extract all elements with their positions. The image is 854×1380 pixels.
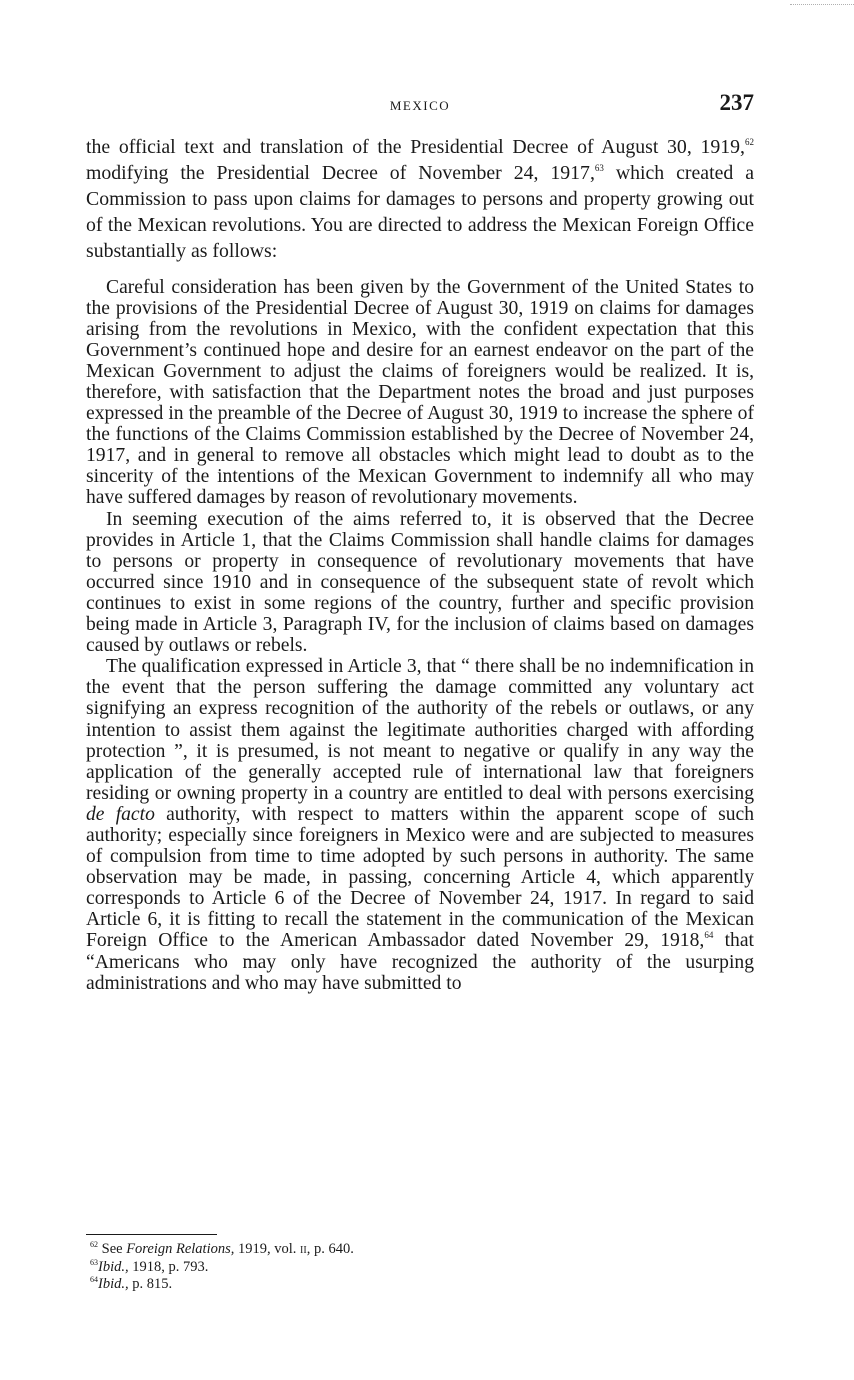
footnote-title: Ibid., <box>98 1258 129 1275</box>
footnote-63 <box>86 1259 754 1277</box>
intro-paragraph <box>86 135 754 265</box>
footnote-64 <box>86 1276 754 1294</box>
footnote-volume: ii <box>300 1241 307 1257</box>
footnotes <box>86 1241 754 1294</box>
footnote-number: 63 <box>90 1257 98 1267</box>
footnote-title: Ibid., <box>98 1276 129 1292</box>
footnote-number: 64 <box>90 1275 98 1284</box>
quoted-paragraph-1: Careful consideration has been given by the Government of the United States to the provisions of the Presidential Decree of August 30, 1919 on claims for damages arising from the revolutions in Mexico, with the confident expectation that this Government’s continued hope and desire for an earnest endeavor on the part of the Mexican Government to adjust the claims of foreigners would be realized. It is, therefore, with satisfaction that the Department notes the broad and just purposes expressed in the preamble of the Decree of August 30, 1919 to increase the sphere of the functions of the Claims Commission established by the Decree of November 24, 1917, and in general to remove all obstacles which might lead to doubt as to the sincerity of the intentions of the Mexican Government to indemnify all who may have suffered damages by reason of revolutionary movements. <box>86 276 754 509</box>
footnote-text: , p. 640. <box>306 1241 354 1257</box>
quoted-text-3b: authority, with respect to matters within the apparent scope of such authority; especially since foreigners in Mexico were and are subjected to measures of compulsion from time to time adopted by such persons in authority. The same observation may be made, in passing, concerning Article 4, which apparently corresponds to Article 6 of the Decree of November 24, 1917. In regard to said Article 6, it is fitting to recall the statement in the communication of the Mexican Foreign Office to the American Ambassador dated November 29, 1918, <box>86 803 754 952</box>
footnote-62 <box>86 1241 754 1259</box>
document-page <box>86 0 754 1380</box>
footnote-title: Foreign Relations, <box>126 1241 235 1257</box>
footnote-ref-63: 63 <box>594 162 604 173</box>
footnote-text: 1918, p. 793. <box>128 1258 209 1275</box>
intro-text-2: modifying the Presidential Decree of November 24, 1917, <box>86 161 595 184</box>
scan-edge-mark <box>790 4 854 5</box>
footnote-text: p. 815. <box>128 1276 173 1292</box>
body-text <box>86 135 754 994</box>
italic-term: de facto <box>86 803 155 825</box>
quoted-text-3c: that “Americans who may only have recognized the authority of the usurping administrations and who may have submitted to <box>86 930 754 994</box>
page-number: 237 <box>719 90 754 115</box>
intro-text-1: the official text and translation of the Presidential Decree of August 30, 1919, <box>86 136 745 158</box>
quoted-paragraph-2: In seeming execution of the aims referred to, it is observed that the Decree provides in Article 1, that the Claims Commission shall handle claims for damages to persons or property in consequence of revolutionary movements that have occurred since 1910 and in consequence of the subsequent state of revolt which continues to exist in some regions of the country, further and specific provision being made in Article 3, Paragraph IV, for the inclusion of claims based on damages caused by outlaws or rebels. <box>86 508 754 657</box>
running-title: MEXICO <box>389 98 451 113</box>
footnote-ref-62: 62 <box>745 137 754 147</box>
quoted-paragraph-3 <box>86 656 754 994</box>
footnote-ref-64: 64 <box>704 930 714 941</box>
footnote-text: 1919, vol. <box>234 1241 301 1257</box>
intro-text-3: which created a Commission to pass upon claims for damages to persons and property growing out of the Mexican revolutions. You are directed to address the Mexican Foreign Office substantially as follows: <box>86 161 754 262</box>
footnote-rule <box>86 1234 217 1235</box>
footnote-number: 62 <box>90 1240 98 1249</box>
footnote-text: See <box>98 1241 127 1257</box>
quoted-text-3a: The qualification expressed in Article 3, that “ there shall be no indemnification in the event that the person suffering the damage committed any voluntary act signifying an express recognition of the authority of the rebels or outlaws, or any intention to assist them against the legitimate authorities charged with affording protection ”, it is presumed, is not meant to negative or qualify in any way the application of the generally accepted rule of international law that foreigners residing or owning property in a country are entitled to deal with persons exercising <box>86 656 754 804</box>
running-head <box>86 90 754 122</box>
